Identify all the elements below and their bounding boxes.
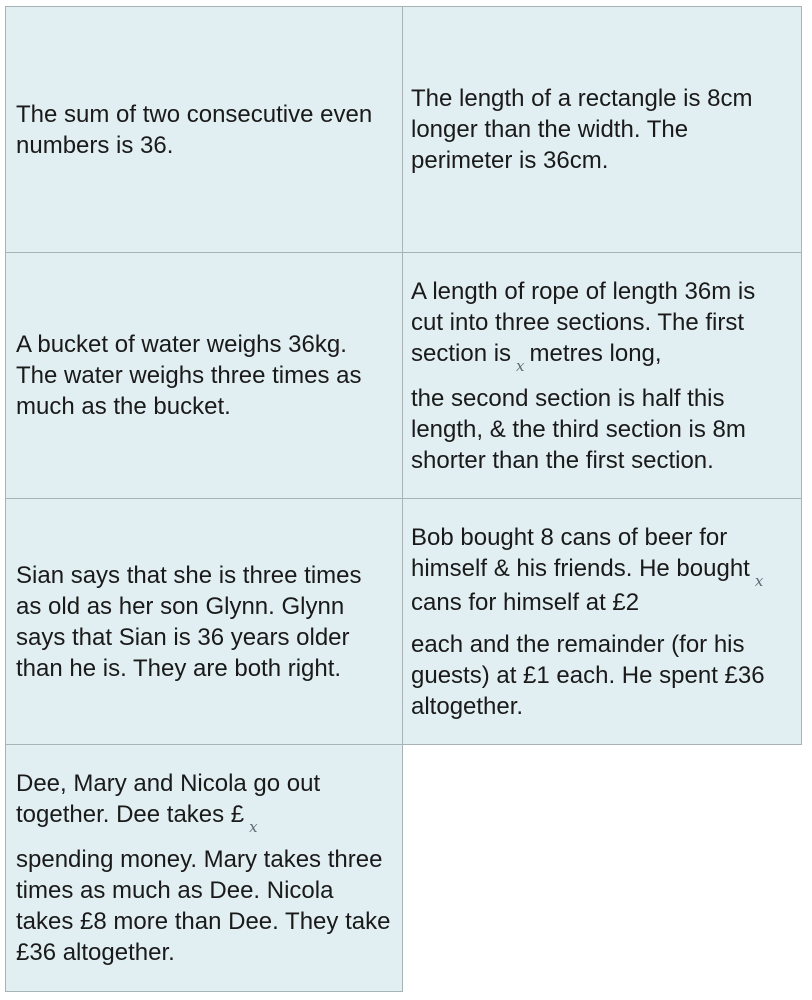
card-4-text-rest: the second section is half this length, & the third section is 8m shorter than the first section. [411,384,746,474]
card-6 [402,498,802,745]
card-3 [5,252,403,499]
variable-x: x [516,356,525,375]
card-6-text [411,522,791,722]
card-7-text [16,768,392,968]
card-6-text-before: Bob bought 8 cans of beer for himself & his friends. He bought [411,523,750,582]
card-3-text: A bucket of water weighs 36kg. The water weighs three times as much as the bucket. [16,331,362,420]
variable-x: x [249,818,258,836]
variable-x: x [754,571,764,590]
card-4 [402,252,802,499]
card-2 [402,6,802,253]
card-4-text-after: metres long, [529,339,662,367]
card-6-text-after: cans for himself at £2 [411,588,640,616]
card-5 [5,498,403,745]
card-4-text [411,276,791,476]
card-4-text-before: A length of rope of length 36m is cut into three sections. The first section is [411,277,756,367]
card-6-text-rest: each and the remainder (for his guests) at £1 each. He spent £36 altogether. [411,630,765,720]
card-7-text-before: Dee, Mary and Nicola go out together. Dee takes £ [16,770,321,828]
card-7 [5,744,403,992]
card-5-text: Sian says that she is three times as old as her son Glynn. Glynn says that Sian is 36 years older than he is. They are both right. [16,561,362,682]
card-1-text: The sum of two consecutive even numbers is 36. [16,100,373,159]
card-7-text-rest: spending money. Mary takes three times as much as Dee. Nicola takes £8 more than Dee. They take £36 altogether. [16,846,391,966]
card-1 [5,6,403,253]
card-2-text: The length of a rectangle is 8cm longer than the width. The perimeter is 36cm. [411,85,753,174]
